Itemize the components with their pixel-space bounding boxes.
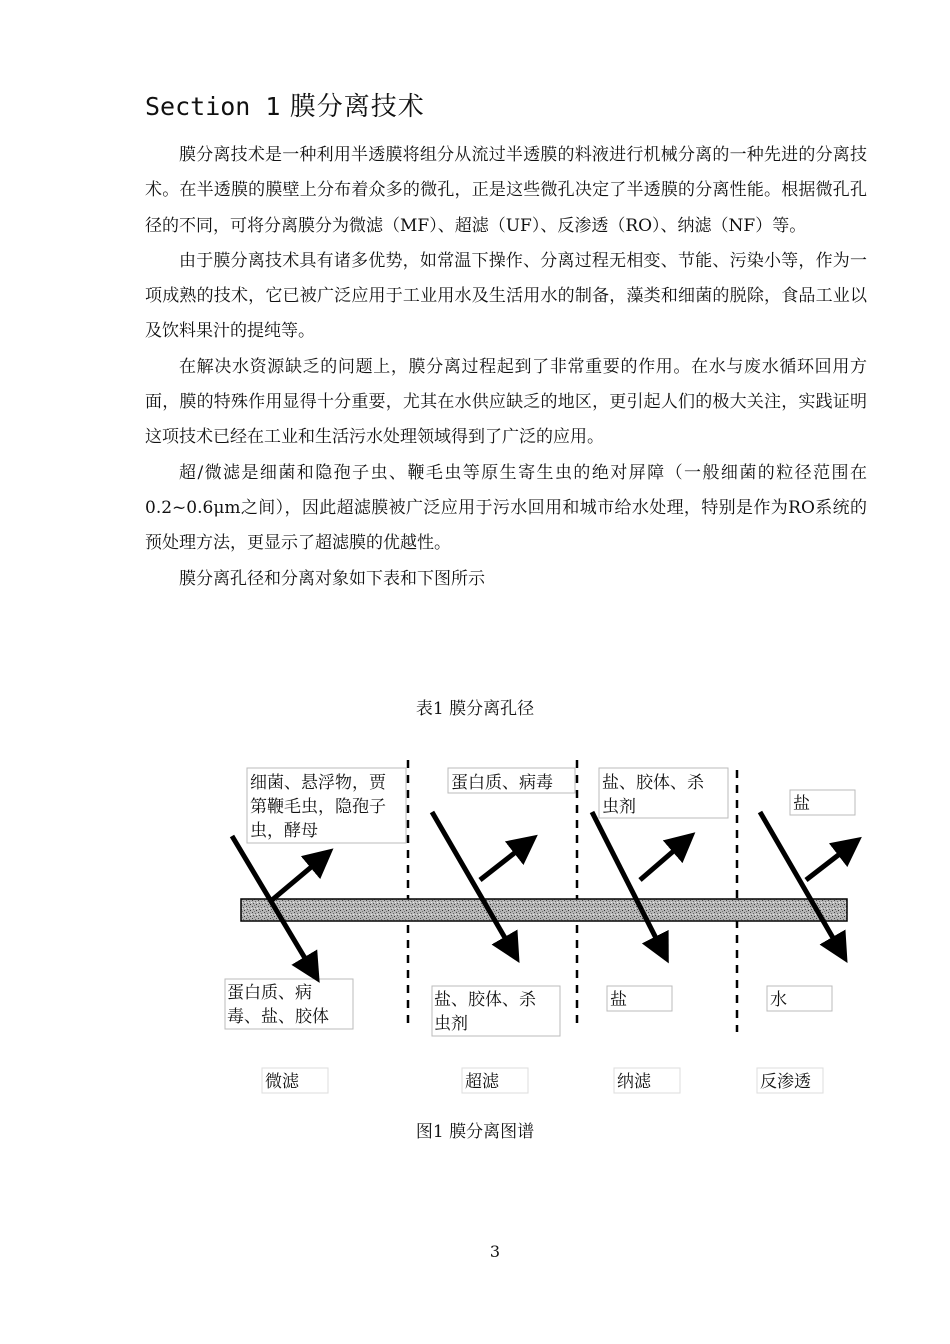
section-number: Section 1 <box>145 92 281 121</box>
paragraph: 膜分离孔径和分离对象如下表和下图所示 <box>179 568 485 589</box>
process-label-nf: 纳滤 <box>617 1072 651 1092</box>
mf-retained-label: 第鞭毛虫，隐孢子 <box>250 797 386 817</box>
uf-permeate-label: 盐、胶体、杀 <box>434 990 536 1010</box>
feed-arrow <box>760 812 840 950</box>
reflect-arrow <box>272 858 322 900</box>
reflect-arrow <box>640 842 684 880</box>
process-label-mf: 微滤 <box>265 1072 299 1092</box>
section-title: 膜分离技术 <box>289 92 425 122</box>
table-caption: 表1 膜分离孔径 <box>415 699 535 719</box>
paragraph: 由于膜分离技术具有诸多优势，如常温下操作、分离过程无相变、节能、污染小等，作为一项成熟的技术，它已被广泛应用于工业用水及生活用水的制备，藻类和细菌的脱除，食品工业以及饮料果汁的提纯等。 <box>145 250 867 342</box>
figure-caption: 图1 膜分离图谱 <box>415 1122 535 1142</box>
paragraph: 膜分离技术是一种利用半透膜将组分从流过半透膜的料液进行机械分离的一种先进的分离技术。在半透膜的膜壁上分布着众多的微孔，正是这些微孔决定了半透膜的分离性能。根据微孔孔径的不同，可将分离膜分为微滤（MF）、超滤（UF）、反渗透（RO）、纳滤（NF）等。 <box>145 145 867 236</box>
process-label-uf: 超滤 <box>465 1072 499 1092</box>
uf-retained-label: 蛋白质、病毒 <box>451 773 553 793</box>
mf-permeate-label: 毒、盐、胶体 <box>227 1007 329 1027</box>
reflect-arrow <box>480 844 526 880</box>
reflect-arrow <box>806 846 850 880</box>
ro-permeate-label: 水 <box>770 990 787 1010</box>
mf-retained-label: 细菌、悬浮物，贾 <box>250 773 386 793</box>
ro-retained-label: 盐 <box>793 794 810 814</box>
nf-retained-label: 盐、胶体、杀 <box>602 773 704 793</box>
membrane-bar <box>241 899 847 921</box>
process-label-ro: 反渗透 <box>760 1072 811 1092</box>
uf-permeate-label: 虫剂 <box>434 1014 468 1034</box>
feed-arrow <box>432 812 512 950</box>
feed-arrow <box>592 812 662 950</box>
mf-retained-label: 虫，酵母 <box>250 821 318 841</box>
nf-permeate-label: 盐 <box>610 990 627 1010</box>
paragraph: 超/微滤是细菌和隐孢子虫、鞭毛虫等原生寄生虫的绝对屏障（一般细菌的粒径范围在0.2~0.6μm之间），因此超滤膜被广泛应用于污水回用和城市给水处理，特别是作为RO系统的预处理方法，更显示了超滤膜的优越性。 <box>145 462 867 554</box>
page-number: 3 <box>489 1242 501 1261</box>
mf-permeate-label: 蛋白质、病 <box>227 983 312 1003</box>
paragraph: 在解决水资源缺乏的问题上，膜分离过程起到了非常重要的作用。在水与废水循环回用方面，膜的特殊作用显得十分重要，尤其在水供应缺乏的地区，更引起人们的极大关注，实践证明这项技术已经在工业和生活污水处理领域得到了广泛的应用。 <box>145 356 867 448</box>
nf-retained-label: 虫剂 <box>602 797 636 817</box>
